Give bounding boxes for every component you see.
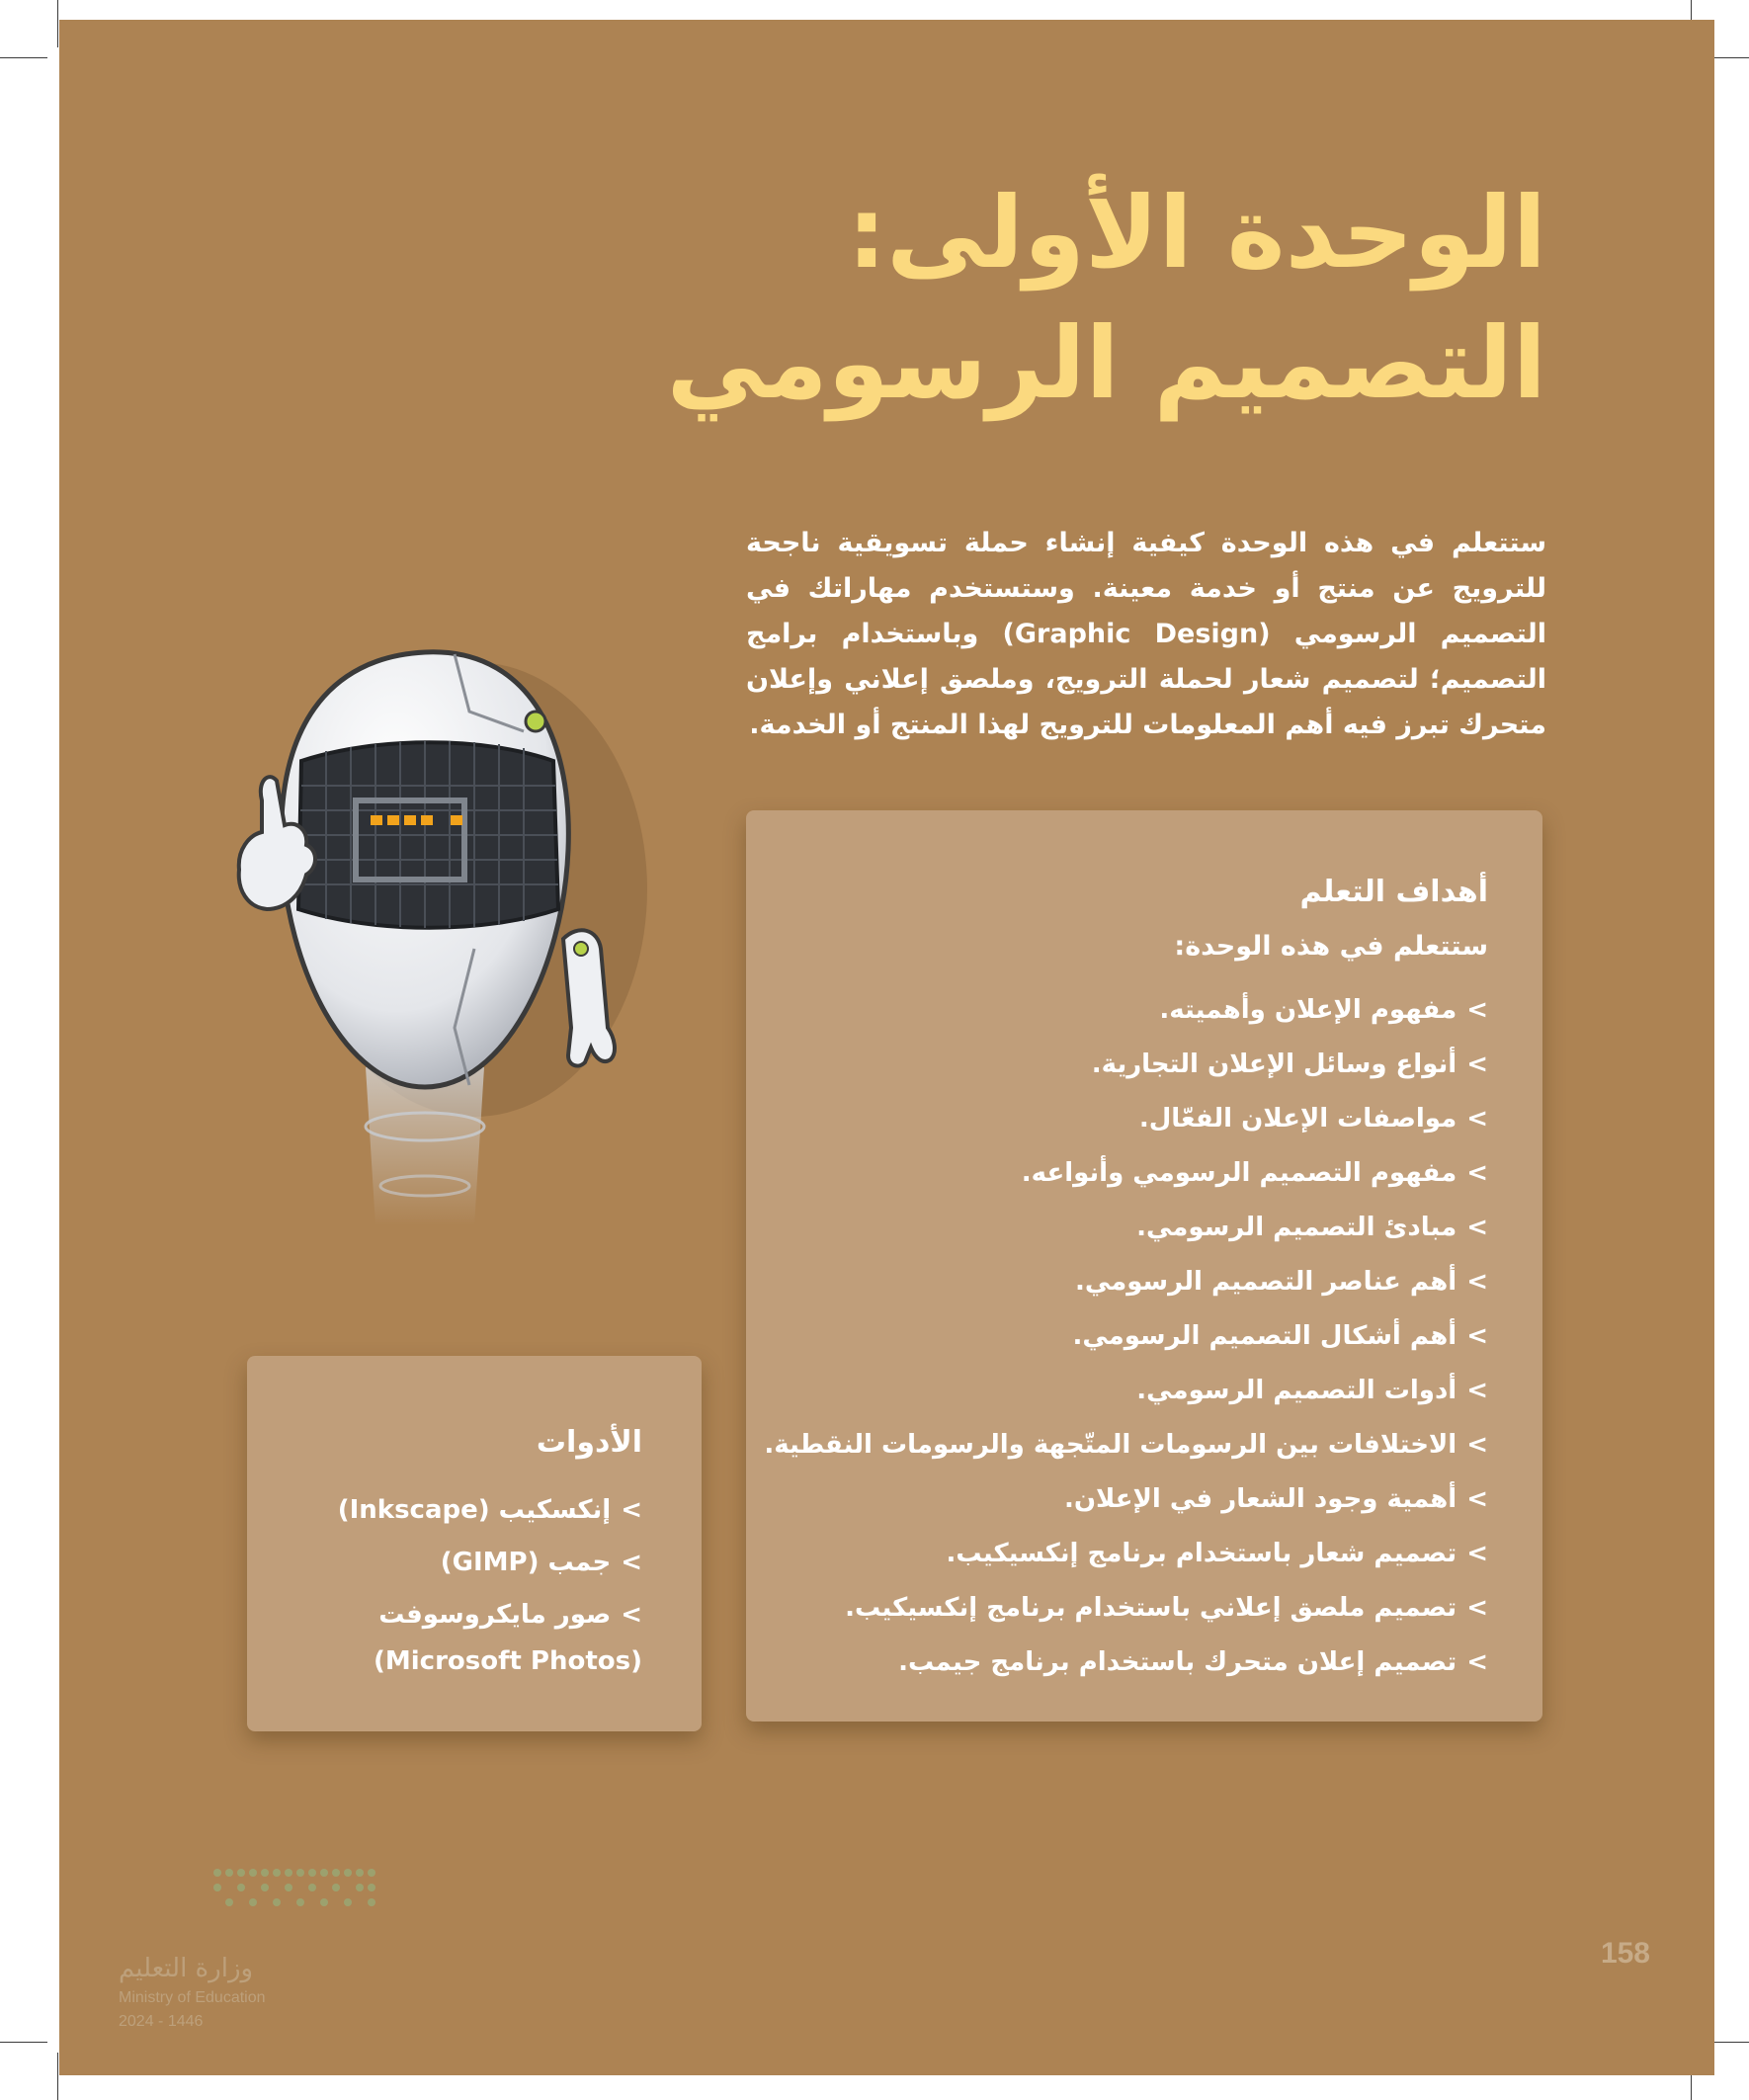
objective-text: أهم أشكال التصميم الرسومي. — [1072, 1321, 1458, 1351]
page-number: 158 — [1600, 1937, 1650, 1970]
objective-text: أهم عناصر التصميم الرسومي. — [1074, 1267, 1458, 1297]
robot-mascot-illustration — [227, 613, 652, 1225]
unit-title — [667, 168, 1546, 429]
tool-text: إنكسكيب (Inkscape) — [337, 1495, 612, 1525]
list-item — [764, 1255, 1488, 1309]
bullet-marker: > — [621, 1600, 642, 1630]
bullet-marker: > — [1466, 1593, 1488, 1623]
tools-list — [338, 1484, 642, 1681]
objective-text: مفهوم الإعلان وأهميته. — [1159, 995, 1458, 1025]
bullet-marker: > — [621, 1548, 642, 1577]
objective-text: تصميم ملصق إعلاني باستخدام برنامج إنكسيكيب. — [845, 1593, 1458, 1623]
unit-title-line1: الوحدة الأولى: — [847, 175, 1546, 291]
tool-text: جمب (GIMP) — [440, 1548, 612, 1577]
crop-mark — [57, 2053, 58, 2100]
list-item — [764, 1418, 1488, 1472]
list-item — [338, 1589, 642, 1681]
ministry-year: 2024 - 1446 — [119, 2013, 204, 2030]
list-item — [764, 983, 1488, 1038]
list-item — [764, 1038, 1488, 1092]
objectives-intro: ستتعلم في هذه الوحدة: — [1174, 931, 1488, 962]
bullet-marker: > — [1466, 1484, 1488, 1514]
ministry-name-arabic: وزارة التعليم — [119, 1954, 254, 1983]
objective-text: أهمية وجود الشعار في الإعلان. — [1063, 1484, 1458, 1514]
list-item — [764, 1636, 1488, 1690]
learning-objectives-box — [746, 810, 1542, 1722]
list-item — [764, 1146, 1488, 1201]
bullet-marker: > — [1466, 1376, 1488, 1405]
textbook-page — [59, 20, 1714, 2075]
tools-heading: الأدوات — [536, 1425, 642, 1460]
bullet-marker: > — [1466, 995, 1488, 1025]
ministry-logo — [119, 1863, 356, 2041]
objective-text: تصميم شعار باستخدام برنامج إنكسيكيب. — [946, 1539, 1458, 1568]
ministry-name-english: Ministry of Education — [119, 1989, 266, 2006]
objective-text: مبادئ التصميم الرسومي. — [1136, 1213, 1458, 1242]
list-item — [764, 1527, 1488, 1581]
objective-text: أدوات التصميم الرسومي. — [1136, 1376, 1458, 1405]
list-item — [764, 1201, 1488, 1255]
unit-title-line2: التصميم الرسومي — [666, 305, 1546, 421]
list-item — [764, 1092, 1488, 1146]
crop-mark — [0, 57, 47, 58]
objectives-list — [764, 983, 1488, 1690]
objective-text: الاختلافات بين الرسومات المتّجهة والرسومات النقطية. — [764, 1430, 1458, 1460]
objective-text: تصميم إعلان متحرك باستخدام برنامج جيمب. — [898, 1647, 1458, 1677]
bullet-marker: > — [1466, 1539, 1488, 1568]
tools-box — [247, 1356, 702, 1731]
objective-text: مفهوم التصميم الرسومي وأنواعه. — [1021, 1158, 1458, 1188]
objective-text: أنواع وسائل الإعلان التجارية. — [1091, 1050, 1458, 1079]
bullet-marker: > — [1466, 1430, 1488, 1460]
list-item — [764, 1581, 1488, 1636]
unit-intro-paragraph: ستتعلم في هذه الوحدة كيفية إنشاء حملة تسويقية ناجحة للترويج عن منتج أو خدمة معينة. وستستخدم مهاراتك في التصميم الرسومي (Graphic Design) وباستخدام برامج التصميم؛ لتصميم شعار لحملة الترويج، وملصق إعلاني وإعلان متحرك تبرز فيه أهم المعلومات للترويج لهذا المنتج أو الخدمة. — [746, 528, 1546, 740]
list-item — [764, 1364, 1488, 1418]
bullet-marker: > — [1466, 1321, 1488, 1351]
bullet-marker: > — [1466, 1213, 1488, 1242]
ministry-logo-dots-icon — [208, 1863, 385, 1922]
bullet-marker: > — [1466, 1050, 1488, 1079]
crop-mark — [57, 0, 58, 47]
list-item — [764, 1309, 1488, 1364]
list-item — [338, 1484, 642, 1537]
tool-text-continuation: (Microsoft Photos) — [374, 1646, 642, 1676]
objective-text: مواصفات الإعلان الفعّال. — [1138, 1104, 1458, 1134]
bullet-marker: > — [1466, 1104, 1488, 1134]
objectives-heading: أهداف التعلم — [1299, 875, 1488, 909]
bullet-marker: > — [1466, 1647, 1488, 1677]
bullet-marker: > — [1466, 1267, 1488, 1297]
crop-mark — [0, 2042, 47, 2043]
bullet-marker: > — [621, 1495, 642, 1525]
list-item — [338, 1537, 642, 1589]
tool-text: صور مايكروسوفت — [378, 1600, 612, 1630]
bullet-marker: > — [1466, 1158, 1488, 1188]
list-item — [764, 1472, 1488, 1527]
